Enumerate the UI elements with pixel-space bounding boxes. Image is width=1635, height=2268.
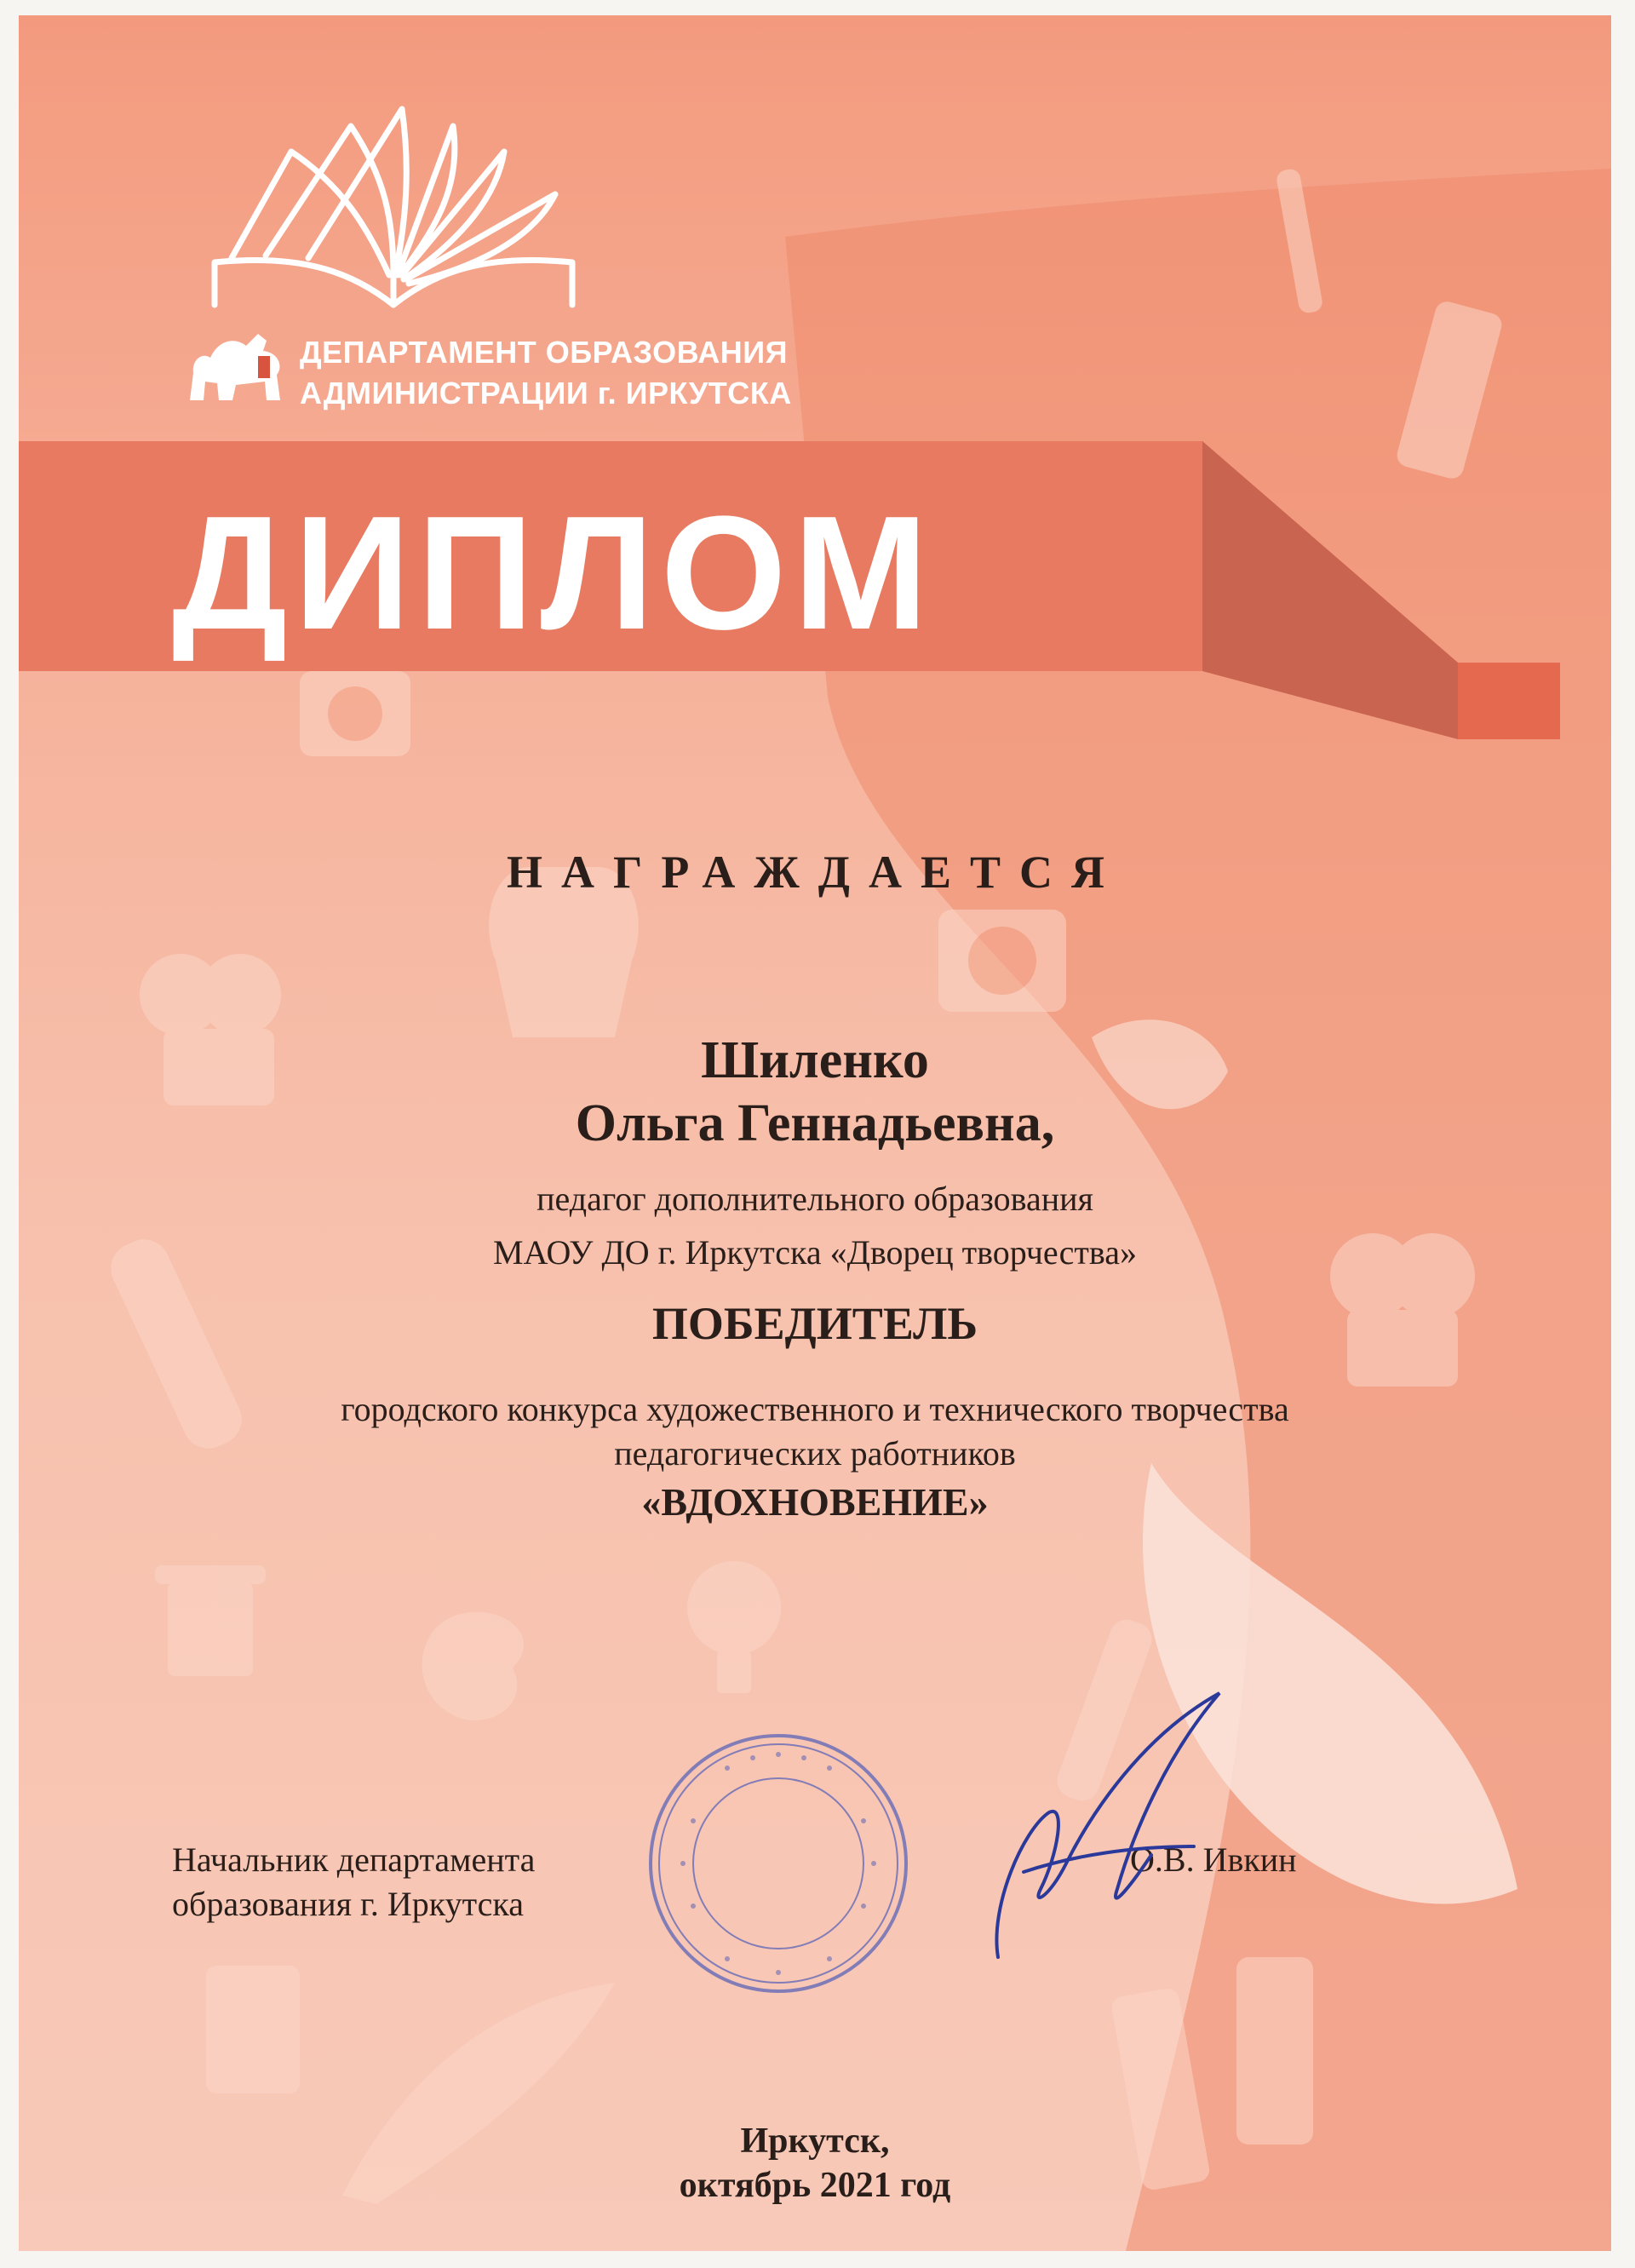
diploma-title: ДИПЛОМ bbox=[172, 483, 935, 663]
issue-date: октябрь 2021 год bbox=[679, 2166, 951, 2205]
handwritten-signature bbox=[972, 1685, 1245, 1966]
signatory-title bbox=[172, 1838, 535, 1926]
issue-city: Иркутск, bbox=[740, 2122, 890, 2161]
diploma-sheet bbox=[19, 15, 1611, 2251]
signatory-title-line-1: Начальник департамента bbox=[172, 1840, 536, 1879]
official-stamp bbox=[642, 1727, 915, 2000]
signatory-name: О.В. Ивкин bbox=[1130, 1840, 1297, 1879]
signatory-title-line-2: образования г. Иркутска bbox=[172, 1885, 524, 1923]
contest-line-1: городского конкурса художественного и технического творчества bbox=[341, 1390, 1289, 1428]
awarded-heading: НАГРАЖДАЕТСЯ bbox=[506, 847, 1123, 898]
contest-name: «ВДОХНОВЕНИЕ» bbox=[641, 1480, 989, 1524]
open-book-icon bbox=[181, 100, 589, 322]
department-name bbox=[300, 332, 792, 414]
recipient-position: педагог дополнительного образования bbox=[536, 1180, 1093, 1218]
department-line-1: ДЕПАРТАМЕНТ ОБРАЗОВАНИЯ bbox=[300, 335, 789, 370]
recipient-first-names: Ольга Геннадьевна, bbox=[575, 1094, 1055, 1152]
recipient-surname: Шиленко bbox=[701, 1031, 929, 1089]
contest-line-2: педагогических работников bbox=[614, 1434, 1016, 1473]
recipient-organization: МАОУ ДО г. Иркутска «Дворец творчества» bbox=[493, 1233, 1137, 1272]
award-status: ПОБЕДИТЕЛЬ bbox=[651, 1298, 978, 1349]
department-line-2: АДМИНИСТРАЦИИ г. ИРКУТСКА bbox=[300, 376, 792, 411]
banner-fold bbox=[1202, 441, 1560, 739]
babr-emblem-icon bbox=[185, 322, 287, 407]
